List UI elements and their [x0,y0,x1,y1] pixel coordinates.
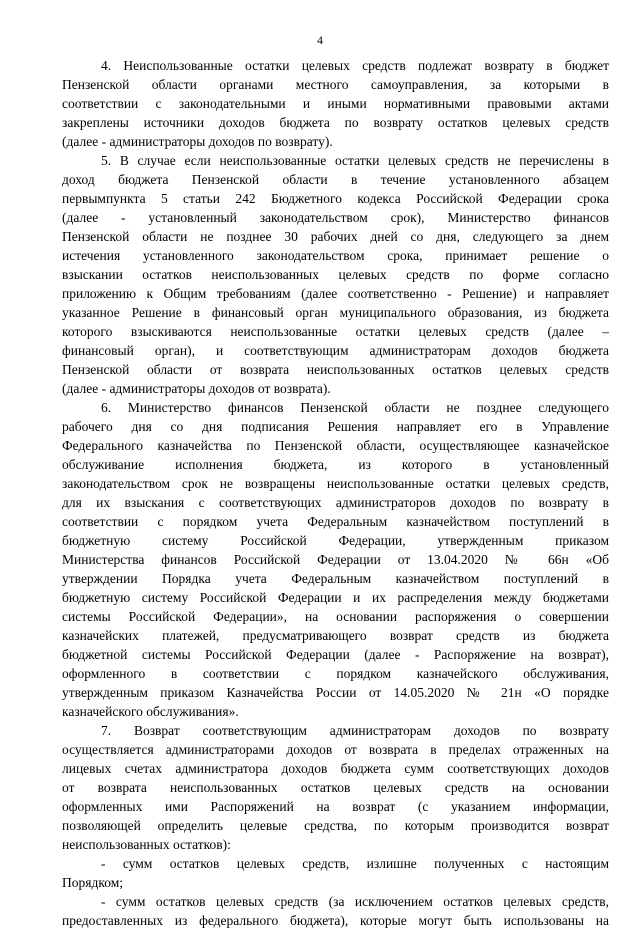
text-line: Пензенской области органами местного самоуправления, за которыми в [62,77,609,92]
text-line: утвержденным приказом Казначейства России от 14.05.2020 № 21н «О порядке [62,685,609,700]
text-line: 5. В случае если неиспользованные остатки целевых средств не перечислены в [101,153,609,168]
text-line: Пензенской области не позднее 30 рабочих дней со дня, следующего за днем [62,229,609,244]
text-line: (далее - установленный законодательством срок), Министерство финансов [62,210,609,225]
text-line: - сумм остатков целевых средств, излишне полученных с настоящим [101,856,609,871]
text-line: неиспользованных остатков): [62,837,231,852]
text-line: 4. Неиспользованные остатки целевых средств подлежат возврату в бюджет [101,58,609,73]
text-line: финансовый орган), и соответствующим администраторам доходов бюджета [62,343,609,358]
paragraph-p7 [62,721,609,854]
text-line: рабочего дня со дня подписания Решения направляет его в Управление [62,419,609,434]
text-line: казначейского обслуживания». [62,704,239,719]
text-line: истечения установленного законодательством срока, принимает решение о [62,248,609,263]
text-line: бюджетную систему Российской Федерации и их распределения между бюджетами [62,590,609,605]
text-line: законодательством срок не возвращены неиспользованные остатки целевых средств, [62,476,609,491]
text-line: бюджетной системы Российской Федерации (далее - Распоряжение на возврат), [62,647,609,662]
text-line: обслуживание исполнения бюджета, из которого в установленный [62,457,609,472]
text-line: доход бюджета Пензенской области в течение установленного абзацем [62,172,609,187]
text-line: для их взыскания с соответствующих администраторов доходов по возврату в [62,495,609,510]
page-number: 4 [317,33,323,47]
text-line: казначейских платежей, предусматривающего возврат средств из бюджета [62,628,609,643]
text-line: (далее - администраторы доходов от возврата). [62,381,331,396]
paragraph-p6 [62,398,609,721]
text-line: Пензенской области от возврата неиспользованных остатков целевых средств [62,362,609,377]
text-line: оформленного в соответствии с порядком казначейского обслуживания, [62,666,609,681]
text-line: предоставленных из федерального бюджета), которые могут быть использованы на [62,913,609,928]
text-line: 7. Возврат соответствующим администраторам доходов по возврату [101,723,609,738]
text-line: закреплены источники доходов бюджета по возврату остатков целевых средств [62,115,609,130]
paragraph-p7a [62,854,609,892]
text-line: приложению к Общим требованиям (далее соответственно - Решение) и направляет [62,286,609,301]
text-line: 6. Министерство финансов Пензенской области не позднее следующего [101,400,609,415]
text-line: - сумм остатков целевых средств (за исключением остатков целевых средств, [101,894,609,909]
text-line: Министерства финансов Российской Федерации от 13.04.2020 № 66н «Об [62,552,609,567]
text-line: оформленных ими Распоряжений на возврат (с указанием информации, [62,799,609,814]
text-line: системы Российской Федерации», на основании распоряжения о совершении [62,609,609,624]
text-line: лицевых счетах администратора доходов бюджета сумм соответствующих доходов [62,761,609,776]
text-line: позволяющей определить целевые средства, по которым производится возврат [62,818,609,833]
text-line: первымпункта 5 статьи 242 Бюджетного кодекса Российской Федерации срока [62,191,609,206]
text-line: Порядком; [62,875,123,890]
text-line: осуществляется администраторами доходов от возврата в пределах отраженных на [62,742,609,757]
document-body [62,56,609,930]
text-line: Федерального казначейства по Пензенской области, осуществляющее казначейское [62,438,609,453]
paragraph-p4 [62,56,609,151]
text-line: которого взыскиваются неиспользованные остатки целевых средств (далее – [62,324,609,339]
paragraph-p7b [62,892,609,930]
text-line: указанное Решение в финансовый орган муниципального образования, из бюджета [62,305,609,320]
text-line: взыскании остатков неиспользованных целевых средств по форме согласно [62,267,609,282]
text-line: соответствии с порядком учета Федеральным казначейством поступлений в [62,514,609,529]
text-line: соответствии с законодательными и иными нормативными правовыми актами [62,96,609,111]
text-line: утверждении Порядка учета Федеральным казначейством поступлений в [62,571,609,586]
text-line: от возврата неиспользованных остатков целевых средств на основании [62,780,609,795]
paragraph-p5 [62,151,609,398]
text-line: бюджетную систему Российской Федерации, утвержденным приказом [62,533,609,548]
text-line: (далее - администраторы доходов по возврату). [62,134,333,149]
